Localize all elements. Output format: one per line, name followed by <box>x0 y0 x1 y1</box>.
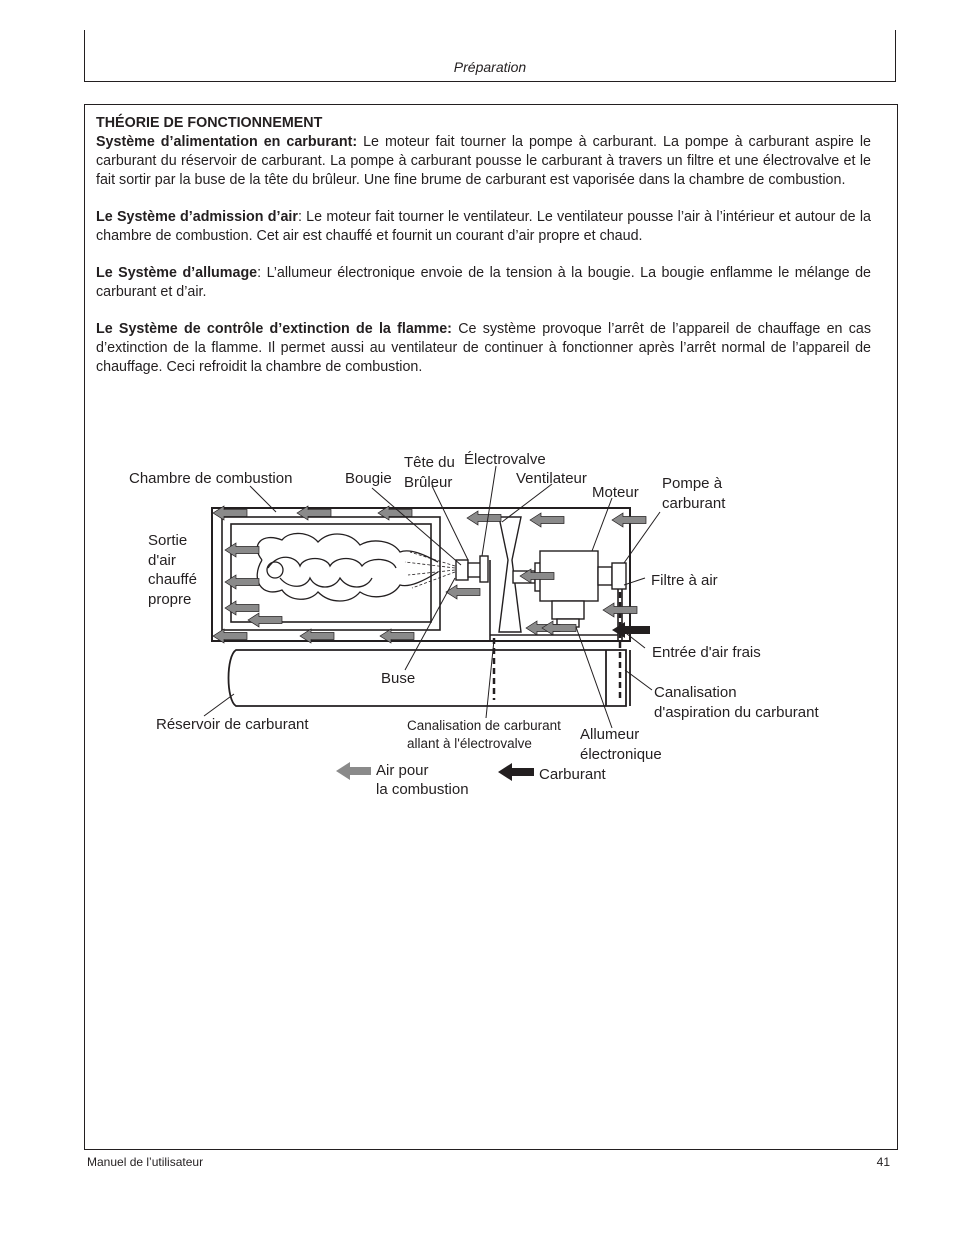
label-air-filter: Filtre à air <box>651 572 718 589</box>
paragraph-text: : Le moteur fait tourner le ventilateur. Le ventilateur pousse l’air à l’intérieur et autour de la chambre de combustion. Cet air est chauffé et fournit un courant d’air propre et chaud. <box>96 209 871 244</box>
legend-air-2: la combustion <box>376 781 469 798</box>
label-suction-line-2: d'aspiration du carburant <box>654 704 819 721</box>
label-nozzle: Buse <box>381 670 416 687</box>
paragraph-lead: Le Système d’allumage <box>96 265 258 281</box>
label-igniter-1: Allumeur <box>580 726 640 743</box>
legend <box>336 762 607 798</box>
label-combustion-chamber: Chambre de combustion <box>129 470 293 487</box>
label-valve-line-2: allant à l'électrovalve <box>407 736 532 751</box>
label-valve-line-1: Canalisation de carburant <box>407 718 561 733</box>
label-igniter-2: électronique <box>580 746 662 763</box>
label-fuel-pump-2: carburant <box>662 495 726 512</box>
label-outlet-3: chauffé <box>148 571 197 588</box>
label-motor: Moteur <box>592 484 639 501</box>
footer-manual-title: Manuel de l’utilisateur <box>87 1155 204 1169</box>
section-title: THÉORIE DE FONCTIONNEMENT <box>96 115 323 131</box>
motor-icon <box>513 551 626 627</box>
label-spark-plug: Bougie <box>345 470 392 487</box>
legend-air-1: Air pour <box>376 762 429 779</box>
label-fuel-tank: Réservoir de carburant <box>156 716 309 733</box>
legend-fuel: Carburant <box>539 766 606 783</box>
paragraph-lead: Le Système de contrôle d’extinction de la flamme: <box>96 321 452 337</box>
label-solenoid-valve: Électrovalve <box>464 451 546 468</box>
label-fan: Ventilateur <box>516 470 587 487</box>
combustion-chamber <box>222 517 440 630</box>
legend-fuel-arrow-icon <box>498 763 534 781</box>
fuel-tank <box>229 650 631 706</box>
label-burner-head-2: Brûleur <box>404 474 453 491</box>
label-fuel-pump-1: Pompe à <box>662 475 723 492</box>
label-outlet-2: d'air <box>148 552 176 569</box>
paragraph-text: Ce système provoque l’arrêt de l’appareil de chauffage en cas d’extinction de la flamme. Il permet aussi au ventilateur de continuer à fonctionner après l’arrêt normal de l’appareil de chauffage. Ceci refroidit la chambre de combustion. <box>96 321 871 375</box>
label-burner-head-1: Tête du <box>404 454 455 471</box>
paragraph-lead: Le Système d’admission d’air <box>96 209 298 225</box>
page-title: Préparation <box>453 59 527 75</box>
footer-page-number: 41 <box>876 1155 890 1169</box>
label-fresh-air-inlet: Entrée d'air frais <box>652 644 761 661</box>
flame-icon <box>257 533 438 601</box>
paragraph-lead: Système d’alimentation en carburant: <box>96 134 358 150</box>
label-outlet-4: propre <box>148 591 192 608</box>
paragraph-text: : L’allumeur électronique envoie de la tension à la bougie. La bougie enflamme le mélange de carburant et d’air. <box>96 265 872 300</box>
burner-head <box>456 556 488 582</box>
label-outlet-1: Sortie <box>148 532 188 549</box>
paragraph-text: Le moteur fait tourner la pompe à carburant. La pompe à carburant aspire le carburant du réservoir de carburant. La pompe à carburant pousse le carburant à travers un filtre et une électrovalve et le fait sortir par la buse de la tête du brûleur. Une fine brume de carburant est vaporisée dans la chambre de combustion. <box>96 134 872 188</box>
legend-air-arrow-icon <box>336 762 371 780</box>
label-suction-line-1: Canalisation <box>654 684 737 701</box>
